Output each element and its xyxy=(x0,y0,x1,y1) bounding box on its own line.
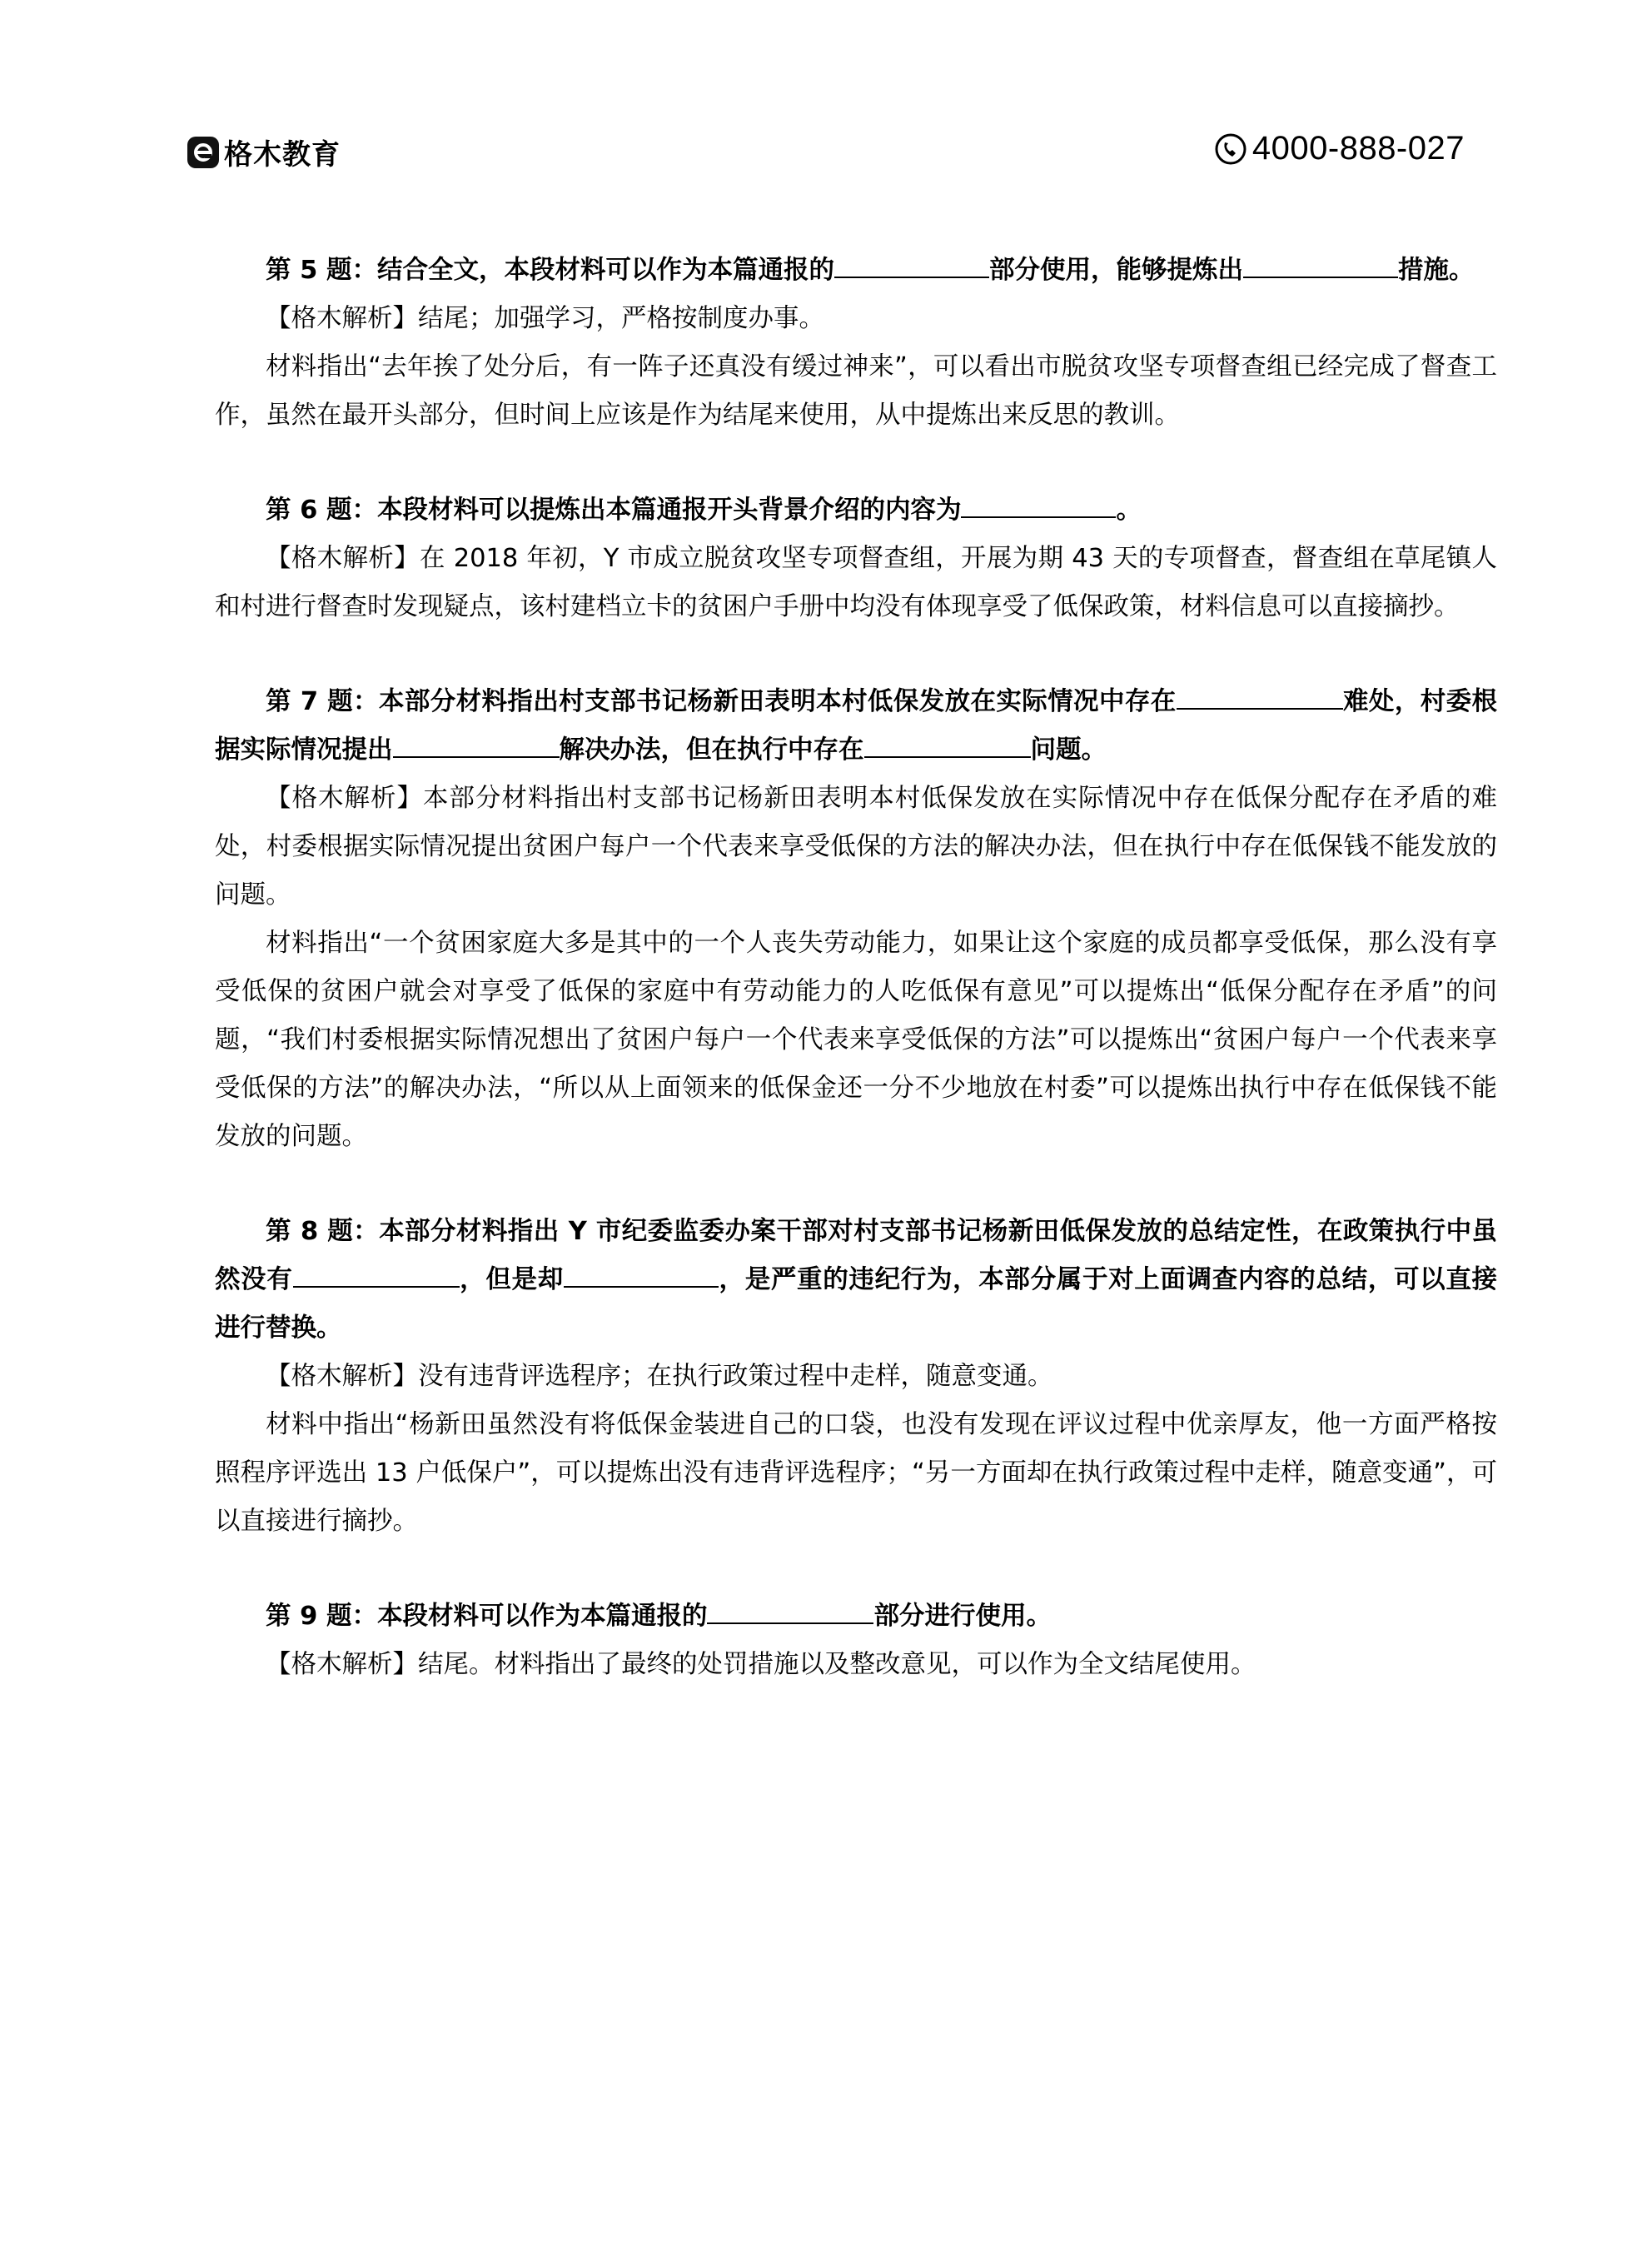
analysis-explanation: 材料指出“去年挨了处分后，有一阵子还真没有缓过神来”，可以看出市脱贫攻坚专项督查组已经完成了督查工作，虽然在最开头部分，但时间上应该是作为结尾来使用，从中提炼出来反思的教训。 xyxy=(215,352,1497,430)
answer-blank xyxy=(1177,707,1343,710)
hotline xyxy=(1214,130,1465,167)
answer-blank xyxy=(961,516,1116,518)
question-7 xyxy=(215,678,1497,1161)
analysis-answer: 【格木解析】在 2018 年初，Y 市成立脱贫攻坚专项督查组，开展为期 43 天的专项督查，督查组在草尾镇人和村进行督查时发现疑点，该村建档立卡的贫困户手册中均没有体现享受了低保政策，材料信息可以直接摘抄。 xyxy=(215,544,1497,621)
analysis-explanation: 材料中指出“杨新田虽然没有将低保金装进自己的口袋，也没有发现在评议过程中优亲厚友，他一方面严格按照程序评选出 13 户低保户”，可以提炼出没有违背评选程序；“另一方面却在执行政策过程中走样，随意变通”，可以直接进行摘抄。 xyxy=(215,1410,1497,1536)
answer-blank xyxy=(564,1285,719,1288)
answer-blank xyxy=(293,1285,460,1288)
question-6 xyxy=(215,486,1497,631)
question-5 xyxy=(215,247,1497,440)
brand-name: 格木教育 xyxy=(224,138,341,172)
question-text: 第 9 题：本段材料可以作为本篇通报的 部分进行使用。 xyxy=(266,1602,1052,1631)
question-9 xyxy=(215,1593,1497,1689)
question-8 xyxy=(215,1208,1497,1546)
hotline-number: 4000-888-027 xyxy=(1251,130,1465,167)
answer-blank xyxy=(393,755,560,758)
brand-logo xyxy=(187,132,341,172)
analysis-answer: 【格木解析】结尾；加强学习，严格按制度办事。 xyxy=(266,304,824,333)
e-logo-icon xyxy=(187,137,219,168)
question-text: 第 5 题：结合全文，本段材料可以作为本篇通报的 部分使用，能够提炼出 措施。 xyxy=(266,256,1475,285)
analysis-answer: 【格木解析】结尾。材料指出了最终的处罚措施以及整改意见，可以作为全文结尾使用。 xyxy=(266,1650,1256,1679)
analysis-explanation: 材料指出“一个贫困家庭大多是其中的一个人丧失劳动能力，如果让这个家庭的成员都享受低保，那么没有享受低保的贫困户就会对享受了低保的家庭中有劳动能力的人吃低保有意见”可以提炼出“低保分配存在矛盾”的问题，“我们村委根据实际情况想出了贫困户每户一个代表来享受低保的方法”可以提炼出“贫困户每户一个代表来享受低保的方法”的解决办法，“所以从上面领来的低保金还一分不少地放在村委”可以提炼出执行中存在低保钱不能发放的问题。 xyxy=(215,929,1497,1151)
page-header xyxy=(187,125,1465,183)
answer-blank xyxy=(834,276,989,278)
answer-blank xyxy=(864,755,1031,758)
document-body xyxy=(215,247,1497,1736)
question-text: 第 7 题：本部分材料指出村支部书记杨新田表明本村低保发放在实际情况中存在 难处，村委根据实际情况提出 解决办法，但在执行中存在 问题。 xyxy=(215,687,1498,765)
answer-blank xyxy=(707,1622,873,1624)
answer-blank xyxy=(1243,276,1398,278)
question-text: 第 6 题：本段材料可以提炼出本篇通报开头背景介绍的内容为 。 xyxy=(266,496,1142,525)
question-text: 第 8 题：本部分材料指出 Y 市纪委监委办案干部对村支部书记杨新田低保发放的总结定性，在政策执行中虽然没有 ，但是却 ，是严重的违纪行为，本部分属于对上面调查内容的总结，可以直接进行替换。 xyxy=(215,1217,1498,1343)
analysis-answer: 【格木解析】本部分材料指出村支部书记杨新田表明本村低保发放在实际情况中存在低保分配存在矛盾的难处，村委根据实际情况提出贫困户每户一个代表来享受低保的方法的解决办法，但在执行中存在低保钱不能发放的问题。 xyxy=(215,784,1497,910)
phone-icon xyxy=(1214,132,1247,166)
analysis-answer: 【格木解析】没有违背评选程序；在执行政策过程中走样，随意变通。 xyxy=(266,1362,1053,1391)
